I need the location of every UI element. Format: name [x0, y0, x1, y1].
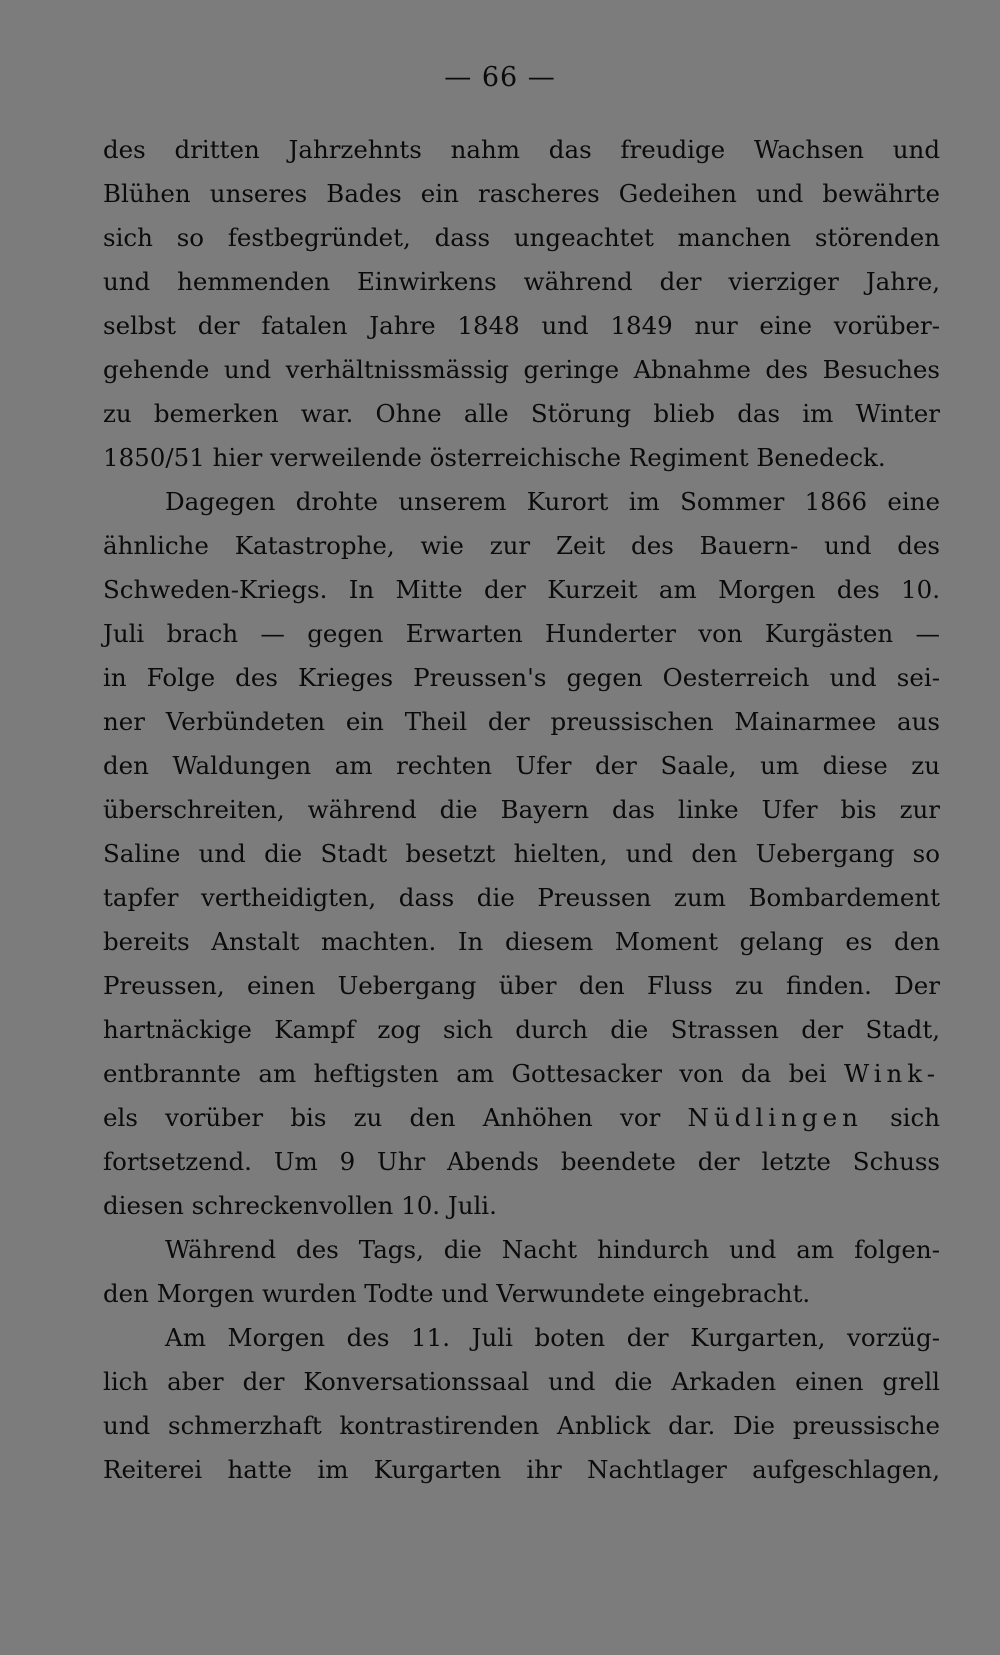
text-line: tapfer vertheidigten, dass die Preussen zum Bombardement: [103, 883, 940, 912]
text-line: Reiterei hatte im Kurgarten ihr Nachtlager aufgeschlagen,: [103, 1455, 940, 1484]
text-line: Während des Tags, die Nacht hindurch und am folgen-: [165, 1235, 940, 1264]
text-line: lich aber der Konversationssaal und die Arkaden einen grell: [103, 1367, 940, 1396]
text-line: Dagegen drohte unserem Kurort im Sommer 1866 eine: [165, 487, 940, 516]
text-line-part: els vorüber bis zu den Anhöhen vor: [103, 1103, 661, 1132]
body-text: [103, 128, 940, 1492]
text-line: bereits Anstalt machten. In diesem Moment gelang es den: [103, 927, 940, 956]
text-line: und hemmenden Einwirkens während der vierziger Jahre,: [103, 267, 940, 296]
text-line: Blühen unseres Bades ein rascheres Gedeihen und bewährte: [103, 179, 940, 208]
text-line: überschreiten, während die Bayern das linke Ufer bis zur: [103, 795, 940, 824]
text-line: Preussen, einen Uebergang über den Fluss zu finden. Der: [103, 971, 940, 1000]
page-number: — 66 —: [444, 62, 556, 93]
text-line: Schweden-Kriegs. In Mitte der Kurzeit am Morgen des 10.: [103, 575, 940, 604]
spaced-word-nudlingen: Nüdlingen: [687, 1103, 863, 1132]
text-line-part: entbrannte am heftigsten am Gottesacker von da bei: [103, 1059, 827, 1088]
text-line-winkels: [103, 1052, 940, 1096]
text-line: 1850/51 hier verweilende österreichische Regiment Benedeck.: [103, 443, 886, 472]
text-line: Saline und die Stadt besetzt hielten, und den Uebergang so: [103, 839, 940, 868]
text-line: ähnliche Katastrophe, wie zur Zeit des Bauern- und des: [103, 531, 940, 560]
text-line: und schmerzhaft kontrastirenden Anblick dar. Die preussische: [103, 1411, 940, 1440]
text-line: fortsetzend. Um 9 Uhr Abends beendete der letzte Schuss: [103, 1147, 940, 1176]
text-line: Juli brach — gegen Erwarten Hunderter von Kurgästen —: [103, 619, 940, 648]
text-line: hartnäckige Kampf zog sich durch die Strassen der Stadt,: [103, 1015, 940, 1044]
text-line: in Folge des Krieges Preussen's gegen Oesterreich und sei-: [103, 663, 940, 692]
spaced-word-winkels: Wink-: [843, 1059, 940, 1088]
text-line: ner Verbündeten ein Theil der preussischen Mainarmee aus: [103, 707, 940, 736]
text-line: selbst der fatalen Jahre 1848 und 1849 nur eine vorüber-: [103, 311, 940, 340]
text-line: Am Morgen des 11. Juli boten der Kurgarten, vorzüg-: [165, 1323, 940, 1352]
text-line-nudlingen: [103, 1096, 940, 1140]
text-line-part: sich: [890, 1103, 941, 1132]
text-line: diesen schreckenvollen 10. Juli.: [103, 1191, 497, 1220]
text-line: des dritten Jahrzehnts nahm das freudige Wachsen und: [103, 135, 940, 164]
text-line: den Waldungen am rechten Ufer der Saale, um diese zu: [103, 751, 940, 780]
text-line: sich so festbegründet, dass ungeachtet manchen störenden: [103, 223, 940, 252]
text-line: den Morgen wurden Todte und Verwundete eingebracht.: [103, 1279, 811, 1308]
text-line: gehende und verhältnissmässig geringe Abnahme des Besuches: [103, 355, 940, 384]
text-line: zu bemerken war. Ohne alle Störung blieb das im Winter: [103, 399, 940, 428]
